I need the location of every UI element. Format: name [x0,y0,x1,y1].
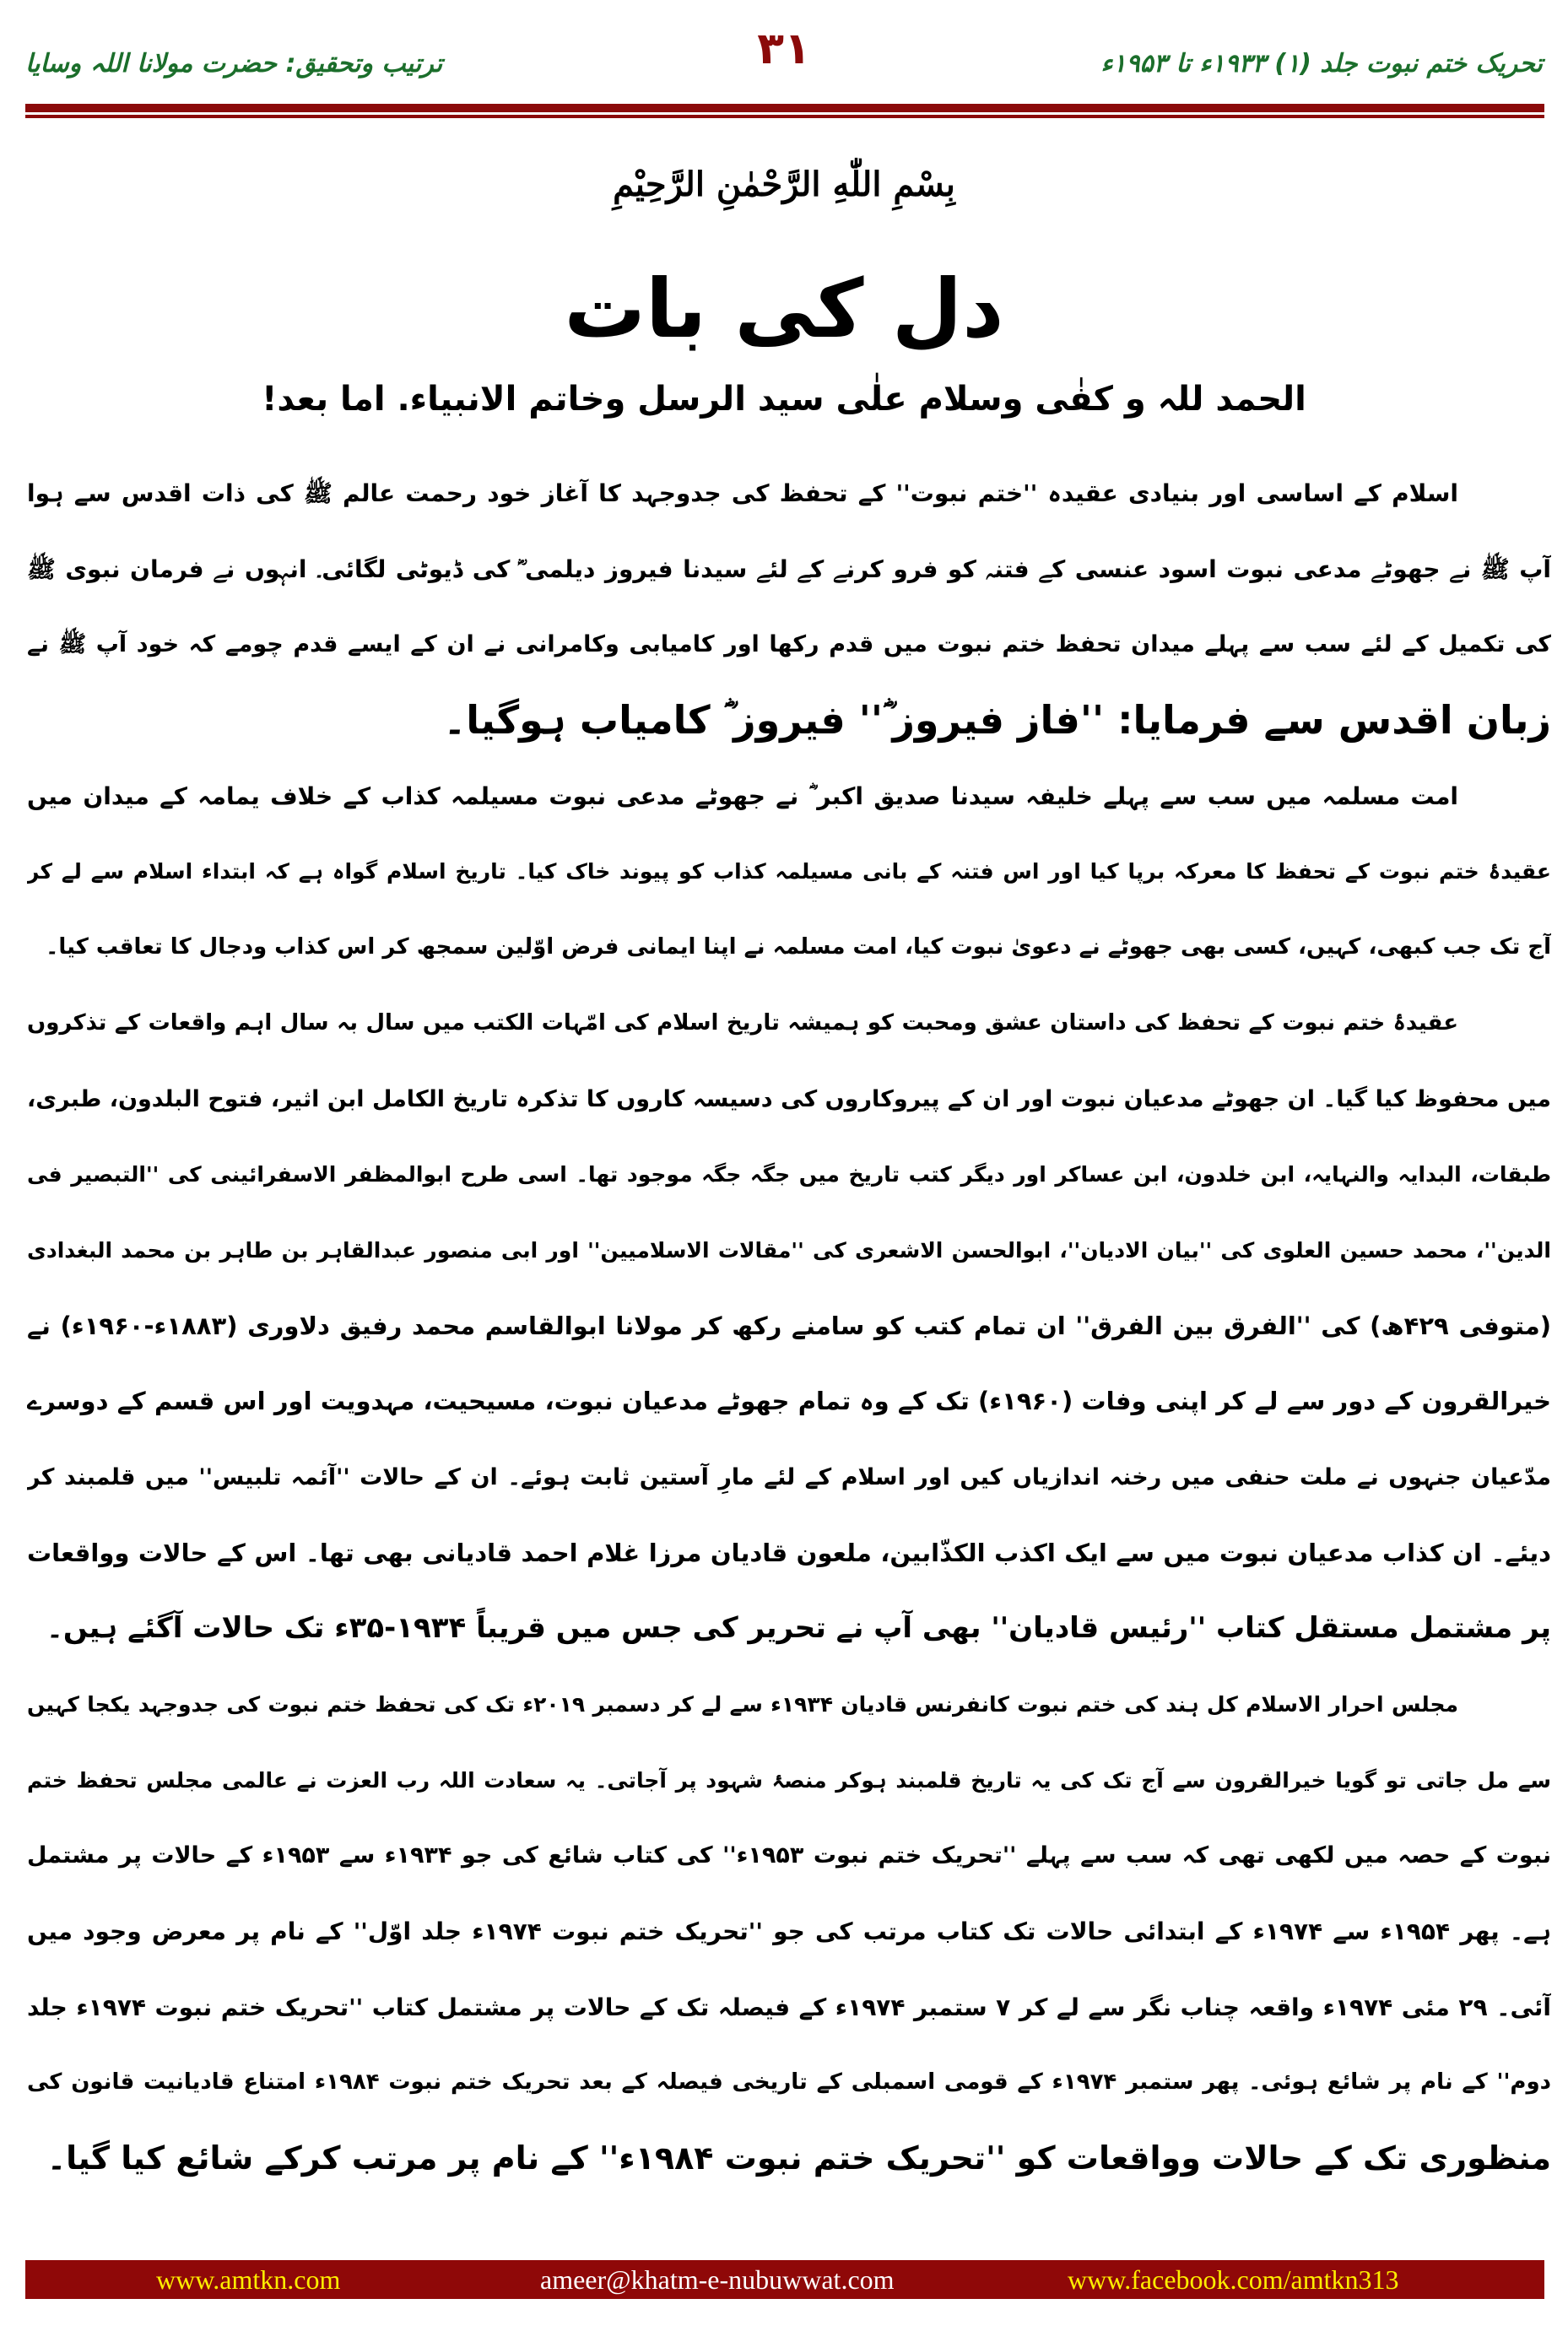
paragraph-line: دوم'' کے نام پر شائع ہوئی۔ پھر ستمبر ۱۹۷۴ء کے قومی اسمبلی کے تاریخی فیصلہ کے بعد تحریک ختم نبوت ۱۹۸۴ء امتناع قادیانیت قانون کی [27,2069,1551,2096]
paragraph-line: زبان اقدس سے فرمایا: ''فاز فیروز ؓ'' فیروز ؓ کامیاب ہوگیا۔ [443,697,1551,744]
paragraph-line: آئی۔ ۲۹ مئی ۱۹۷۴ء واقعہ چناب نگر سے لے کر ۷ ستمبر ۱۹۷۴ء کے فیصلہ تک کے حالات پر مشتمل کتاب ''تحریک ختم نبوت ۱۹۷۴ء جلد [27,1993,1551,2021]
paragraph-line: مدّعیان جنہوں نے ملت حنفی میں رخنہ اندازیاں کیں اور اسلام کے لئے مارِ آستین ثابت ہوئے۔ ان کے حالات ''آئمہ تلبیس'' میں قلمبند کر [27,1463,1551,1490]
header-book-title: تحریک ختم نبوت جلد (۱) ۱۹۳۳ء تا ۱۹۵۳ء [1100,48,1543,78]
paragraph-line: نبوت کے حصہ میں لکھی تھی کہ سب سے پہلے ''تحریک ختم نبوت ۱۹۵۳ء'' کی کتاب شائع کی جو ۱۹۳۴ء سے ۱۹۵۳ء کے حالات پر مشتمل [27,1842,1551,1869]
paragraph-line: الدین''، محمد حسین العلوی کی ''بیان الادیان''، ابوالحسن الاشعری کی ''مقالات الاسلامیین'' اور ابی منصور عبدالقاہر بن طاہر بن محمد البغدادی [27,1237,1551,1263]
paragraph-line: (متوفی ۴۲۹ھ) کی ''الفرق بین الفرق'' ان تمام کتب کو سامنے رکھ کر مولانا ابوالقاسم محمد رفیق دلاوری (۱۸۸۳ء-۱۹۶۰ء) نے [27,1311,1551,1340]
footer-email-link[interactable]: ameer@khatm-e-nubuwwat.com [540,2264,895,2295]
paragraph-line: خیرالقرون کے دور سے لے کر اپنی وفات (۱۹۶۰ء) تک کے وہ تمام جھوٹے مدعیان نبوت، مسیحیت، مہدویت اور اس قسم کے دوسرے [27,1387,1551,1416]
paragraph-line: عقیدۂ ختم نبوت کے تحفظ کا معرکہ برپا کیا اور اس فتنہ کے بانی مسیلمہ کذاب کو پیوند خاک کیا۔ تاریخ اسلام گواہ ہے کہ ابتداء اسلام سے لے کر [27,859,1551,884]
footer-facebook-link[interactable]: www.facebook.com/amtkn313 [1068,2264,1399,2295]
paragraph-line: طبقات، البدایہ والنہایہ، ابن خلدون، ابن عساکر اور دیگر کتب تاریخ میں جگہ جگہ موجود تھا۔ اسی طرح ابوالمظفر الاسفرائینی کی ''التبصیر فی [27,1162,1551,1187]
paragraph-line: دیئے۔ ان کذاب مدعیان نبوت میں سے ایک اکذب الکذّابین، ملعون قادیان مرزا غلام احمد قادیانی بھی تھا۔ اس کے حالات وواقعات [27,1538,1551,1567]
paragraph-line: میں محفوظ کیا گیا۔ ان جھوٹے مدعیان نبوت اور ان کے پیروکاروں کی دسیسہ کاروں کا تذکرہ تاریخ الکامل ابن اثیر، فتوح البلدون، طبری، [27,1085,1551,1112]
paragraph-line: آپ ﷺ نے جھوٹے مدعی نبوت اسود عنسی کے فتنہ کو فرو کرنے کے لئے سیدنا فیروز دیلمی ؓ کی ڈیوٹی لگائی۔ انہوں نے فرمان نبوی ﷺ [27,554,1551,583]
paragraph-line: کی تکمیل کے لئے سب سے پہلے میدان تحفظ ختم نبوت میں قدم رکھا اور کامیابی وکامرانی نے ان کے ایسے قدم چومے کہ خود آپ ﷺ نے [27,631,1551,658]
header-rule-thick [25,104,1544,112]
article-body [27,456,1551,2197]
paragraph-line: مجلس احرار الاسلام کل ہند کی ختم نبوت کانفرنس قادیان ۱۹۳۴ء سے لے کر دسمبر ۲۰۱۹ء تک کی تحفظ ختم نبوت کی جدوجہد یکجا کہیں [27,1692,1458,1717]
footer-bar [25,2260,1544,2299]
paragraph-line: پر مشتمل مستقل کتاب ''رئیس قادیان'' بھی آپ نے تحریر کی جس میں قریباً ۱۹۳۴-۳۵ء تک حالات آگئے ہیں۔ [46,1611,1551,1646]
opening-invocation: الحمد للہ و کفٰی وسلام علٰی سید الرسل وخاتم الانبیاء. اما بعد! [262,380,1306,419]
paragraph-line: ہے۔ پھر ۱۹۵۴ء سے ۱۹۷۴ء کے ابتدائی حالات تک کتاب مرتب کی جو ''تحریک ختم نبوت ۱۹۷۴ء جلد اوّل'' کے نام پر معرض وجود میں [27,1917,1551,1946]
bismillah: بِسْمِ اللّٰهِ الرَّحْمٰنِ الرَّحِيْمِ [613,165,955,204]
page-title: دل کی بات [564,262,1004,356]
page-number: ۳۱ [757,24,811,74]
paragraph-line: سے مل جاتی تو گویا خیرالقرون سے آج تک کی یہ تاریخ قلمبند ہوکر منصۂ شہود پر آجاتی۔ یہ سعادت اللہ رب العزت نے عالمی مجلس تحفظ ختم [27,1767,1551,1793]
paragraph-line: امت مسلمہ میں سب سے پہلے خلیفہ سیدنا صدیق اکبر ؓ نے جھوٹے مدعی نبوت مسیلمہ کذاب کے خلاف یمامہ کے میدان میں [27,782,1458,810]
paragraph-line: اسلام کے اساسی اور بنیادی عقیدہ ''ختم نبوت'' کے تحفظ کی جدوجہد کا آغاز خود رحمت عالم ﷺ کی ذات اقدس سے ہوا [27,479,1458,507]
header-rule-thin [25,115,1544,118]
paragraph-line: منظوری تک کے حالات وواقعات کو ''تحریک ختم نبوت ۱۹۸۴ء'' کے نام پر مرتب کرکے شائع کیا گیا۔ [46,2139,1551,2177]
footer-website-link[interactable]: www.amtkn.com [156,2264,341,2295]
header-compiler: ترتیب وتحقیق: حضرت مولانا اللہ وسایا [25,48,443,78]
paragraph-line: عقیدۂ ختم نبوت کے تحفظ کی داستان عشق ومحبت کو ہمیشہ تاریخ اسلام کی امّہات الکتب میں سال بہ سال اہم واقعات کے تذکروں [27,1009,1458,1036]
paragraph-line: آج تک جب کبھی، کہیں، کسی بھی جھوٹے نے دعویٰ نبوت کیا، امت مسلمہ نے اپنا ایمانی فرض اوّلین سمجھ کر اس کذاب ودجال کا تعاقب کیا۔ [46,934,1551,960]
